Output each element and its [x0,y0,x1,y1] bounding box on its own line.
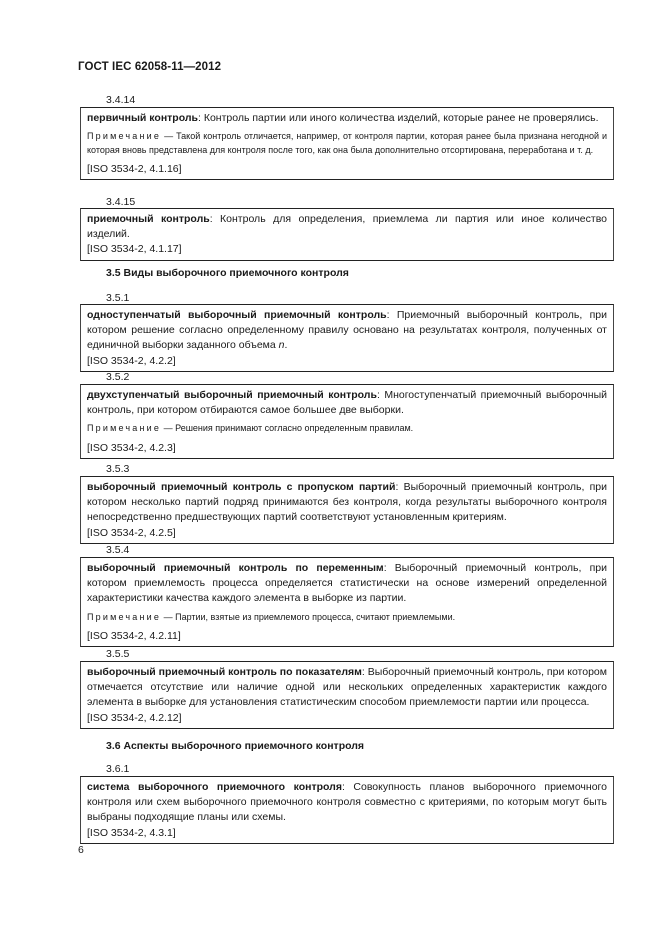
term-name: выборочный приемочный контроль по переменным [87,562,384,574]
term-name: выборочный приемочный контроль по показателям [87,666,362,678]
term-name: двухступенчатый выборочный приемочный контроль [87,389,377,401]
term-name: приемочный контроль [87,213,210,225]
page-number: 6 [78,844,84,856]
term-box [80,776,614,844]
term-number: 3.5.2 [106,371,130,383]
note-label: Примечание [87,131,162,142]
term-reference: [ISO 3534-2, 4.2.12] [87,711,182,724]
term-number: 3.5.4 [106,544,130,556]
term-reference: [ISO 3534-2, 4.2.2] [87,354,176,367]
term-number: 3.4.15 [106,196,136,208]
term-reference: [ISO 3534-2, 4.1.17] [87,243,182,256]
term-reference: [ISO 3534-2, 4.2.11] [87,630,181,643]
term-number: 3.5.5 [106,648,130,660]
term-name: одноступенчатый выборочный приемочный контроль [87,309,387,321]
term-name: система выборочного приемочного контроля [87,781,342,793]
term-definition: выборочный приемочный контроль по переменным: Выборочный приемочный контроль, при котором приемлемость процесса определяется статистически на основе измерений определенной характеристики качества каждого элемента в выборке из партии. [87,562,607,605]
term-definition: первичный контроль: Контроль партии или иного количества изделий, которые ранее не проверялись. [87,112,599,124]
term-reference: [ISO 3534-2, 4.2.3] [87,441,176,454]
term-number: 3.4.14 [106,94,136,106]
note-label: Примечание [87,423,162,434]
term-box [80,557,614,647]
term-box [80,304,614,372]
term-note: Примечание — Решения принимают согласно определенным правилам. [87,423,414,434]
term-definition: выборочный приемочный контроль по показателям: Выборочный приемочный контроль, при котором отмечается отсутствие или наличие одной или нескольких определенных характеристик каждого элемента в выборке для установления статистическим способом приемлемости партии или процесса. [87,666,607,709]
term-reference: [ISO 3534-2, 4.3.1] [87,826,176,839]
document-header: ГОСТ IEC 62058-11—2012 [78,61,222,73]
term-definition: выборочный приемочный контроль с пропуском партий: Выборочный приемочный контроль, при котором несколько партий подряд принимаются без контроля, когда результаты выборочного контроля непосредственно предшествующих партий соответствуют установленным критериям. [87,481,608,524]
term-name: первичный контроль [87,112,198,124]
term-definition: система выборочного приемочного контроля: Совокупность планов выборочного приемочного контроля или схем выборочного приемочного контроля совместно с критериями, по которым могут быть выбраны подходящие планы или схемы. [87,781,607,824]
term-box [80,476,614,544]
term-box [80,661,614,729]
term-definition: приемочный контроль: Контроль для определения, приемлема ли партия или иное количество изделий. [87,213,608,241]
term-number: 3.6.1 [106,763,130,775]
term-name: выборочный приемочный контроль с пропуском партий [87,481,396,493]
term-box [80,208,614,261]
term-definition: одноступенчатый выборочный приемочный контроль: Приемочный выборочный контроль, при котором решение согласно определенному правилу основано на результатах контроля, полученных от единичной выборки заданного объема n. [87,309,607,352]
note-label: Примечание [87,611,162,622]
section-heading: 3.6 Аспекты выборочного приемочного контроля [106,740,365,752]
term-note: Примечание — Такой контроль отличается, например, от контроля партии, которая ранее была признана негодной и которая вновь представлена для контроля после того, как она была дополнительно отсортирована, переработана и т. д. [87,131,607,155]
term-number: 3.5.3 [106,463,130,475]
term-number: 3.5.1 [106,292,130,304]
term-box [80,107,614,180]
term-reference: [ISO 3534-2, 4.2.5] [87,526,176,539]
term-definition: двухступенчатый выборочный приемочный контроль: Многоступенчатый приемочный выборочный контроль, при котором отбираются самое большее две выборки. [87,389,607,417]
term-note: Примечание — Партии, взятые из приемлемого процесса, считают приемлемыми. [87,611,456,622]
section-heading: 3.5 Виды выборочного приемочного контроля [106,267,349,279]
term-box [80,384,614,459]
term-reference: [ISO 3534-2, 4.1.16] [87,163,182,176]
